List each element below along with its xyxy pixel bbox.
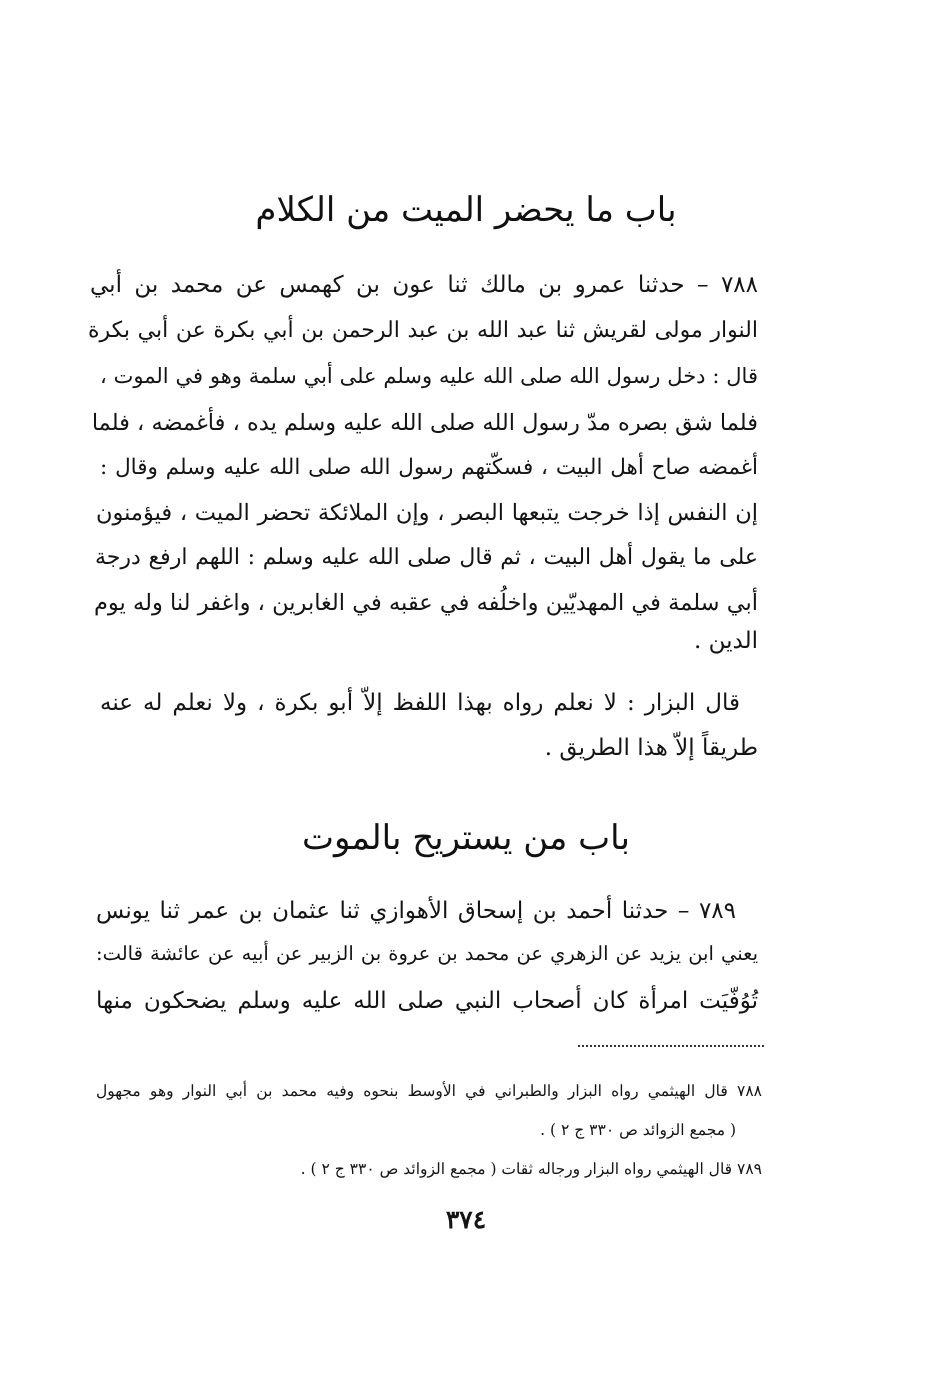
footnote-separator (578, 1045, 764, 1047)
footnote-788-line-2: ( مجمع الزوائد ص ٣٣٠ ج ٢ ) . (540, 1121, 736, 1139)
text-line: إن النفس إذا خرجت يتبعها البصر ، وإن الملائكة تحضر الميت ، فيؤمنون (96, 500, 758, 526)
comment-line: طريقاً إلاّ هذا الطريق . (544, 735, 758, 761)
section-title-1: باب ما يحضر الميت من الكلام (255, 190, 677, 230)
text-line: ٧٨٩ – حدثنا أحمد بن إسحاق الأهوازي ثنا عثمان بن عمر ثنا يونس (96, 898, 736, 924)
text-line: النوار مولى لقريش ثنا عبد الله بن عبد الرحمن بن أبي بكرة عن أبي بكرة (88, 318, 758, 343)
text-line: يعني ابن يزيد عن الزهري عن محمد بن عروة بن الزبير عن أبيه عن عائشة قالت: (96, 942, 758, 965)
section-title-2: باب من يستريح بالموت (302, 818, 630, 858)
text-line: على ما يقول أهل البيت ، ثم قال صلى الله عليه وسلم : اللهم ارفع درجة (95, 545, 758, 570)
text-line: تُوُفّيَت امرأة كان أصحاب النبي صلى الله عليه وسلم يضحكون منها (96, 988, 758, 1014)
text-line: قال : دخل رسول الله صلى الله عليه وسلم على أبي سلمة وهو في الموت ، (100, 364, 758, 388)
page-number: ٣٧٤ (445, 1205, 487, 1234)
comment-line: قال البزار : لا نعلم رواه بهذا اللفظ إلاّ أبو بكرة ، ولا نعلم له عنه (100, 690, 740, 716)
text-line: أبي سلمة في المهديّين واخلُفه في عقبه في الغابرين ، واغفر لنا وله يوم (94, 590, 758, 616)
footnote-788-line-1: ٧٨٨ قال الهيثمي رواه البزار والطبراني في الأوسط بنحوه وفيه محمد بن أبي النوار وهو مجهول (96, 1082, 762, 1100)
text-line: الدين . (693, 628, 758, 654)
footnote-789: ٧٨٩ قال الهيثمي رواه البزار ورجاله ثقات ( مجمع الزوائد ص ٣٣٠ ج ٢ ) . (300, 1160, 762, 1178)
text-line: فلما شق بصره مدّ رسول الله صلى الله عليه وسلم يده ، فأغمضه ، فلما (91, 410, 758, 436)
text-line: ٧٨٨ – حدثنا عمرو بن مالك ثنا عون بن كهمس عن محمد بن أبي (90, 272, 758, 298)
text-line: أغمضه صاح أهل البيت ، فسكّتهم رسول الله صلى الله عليه وسلم وقال : (100, 455, 758, 480)
